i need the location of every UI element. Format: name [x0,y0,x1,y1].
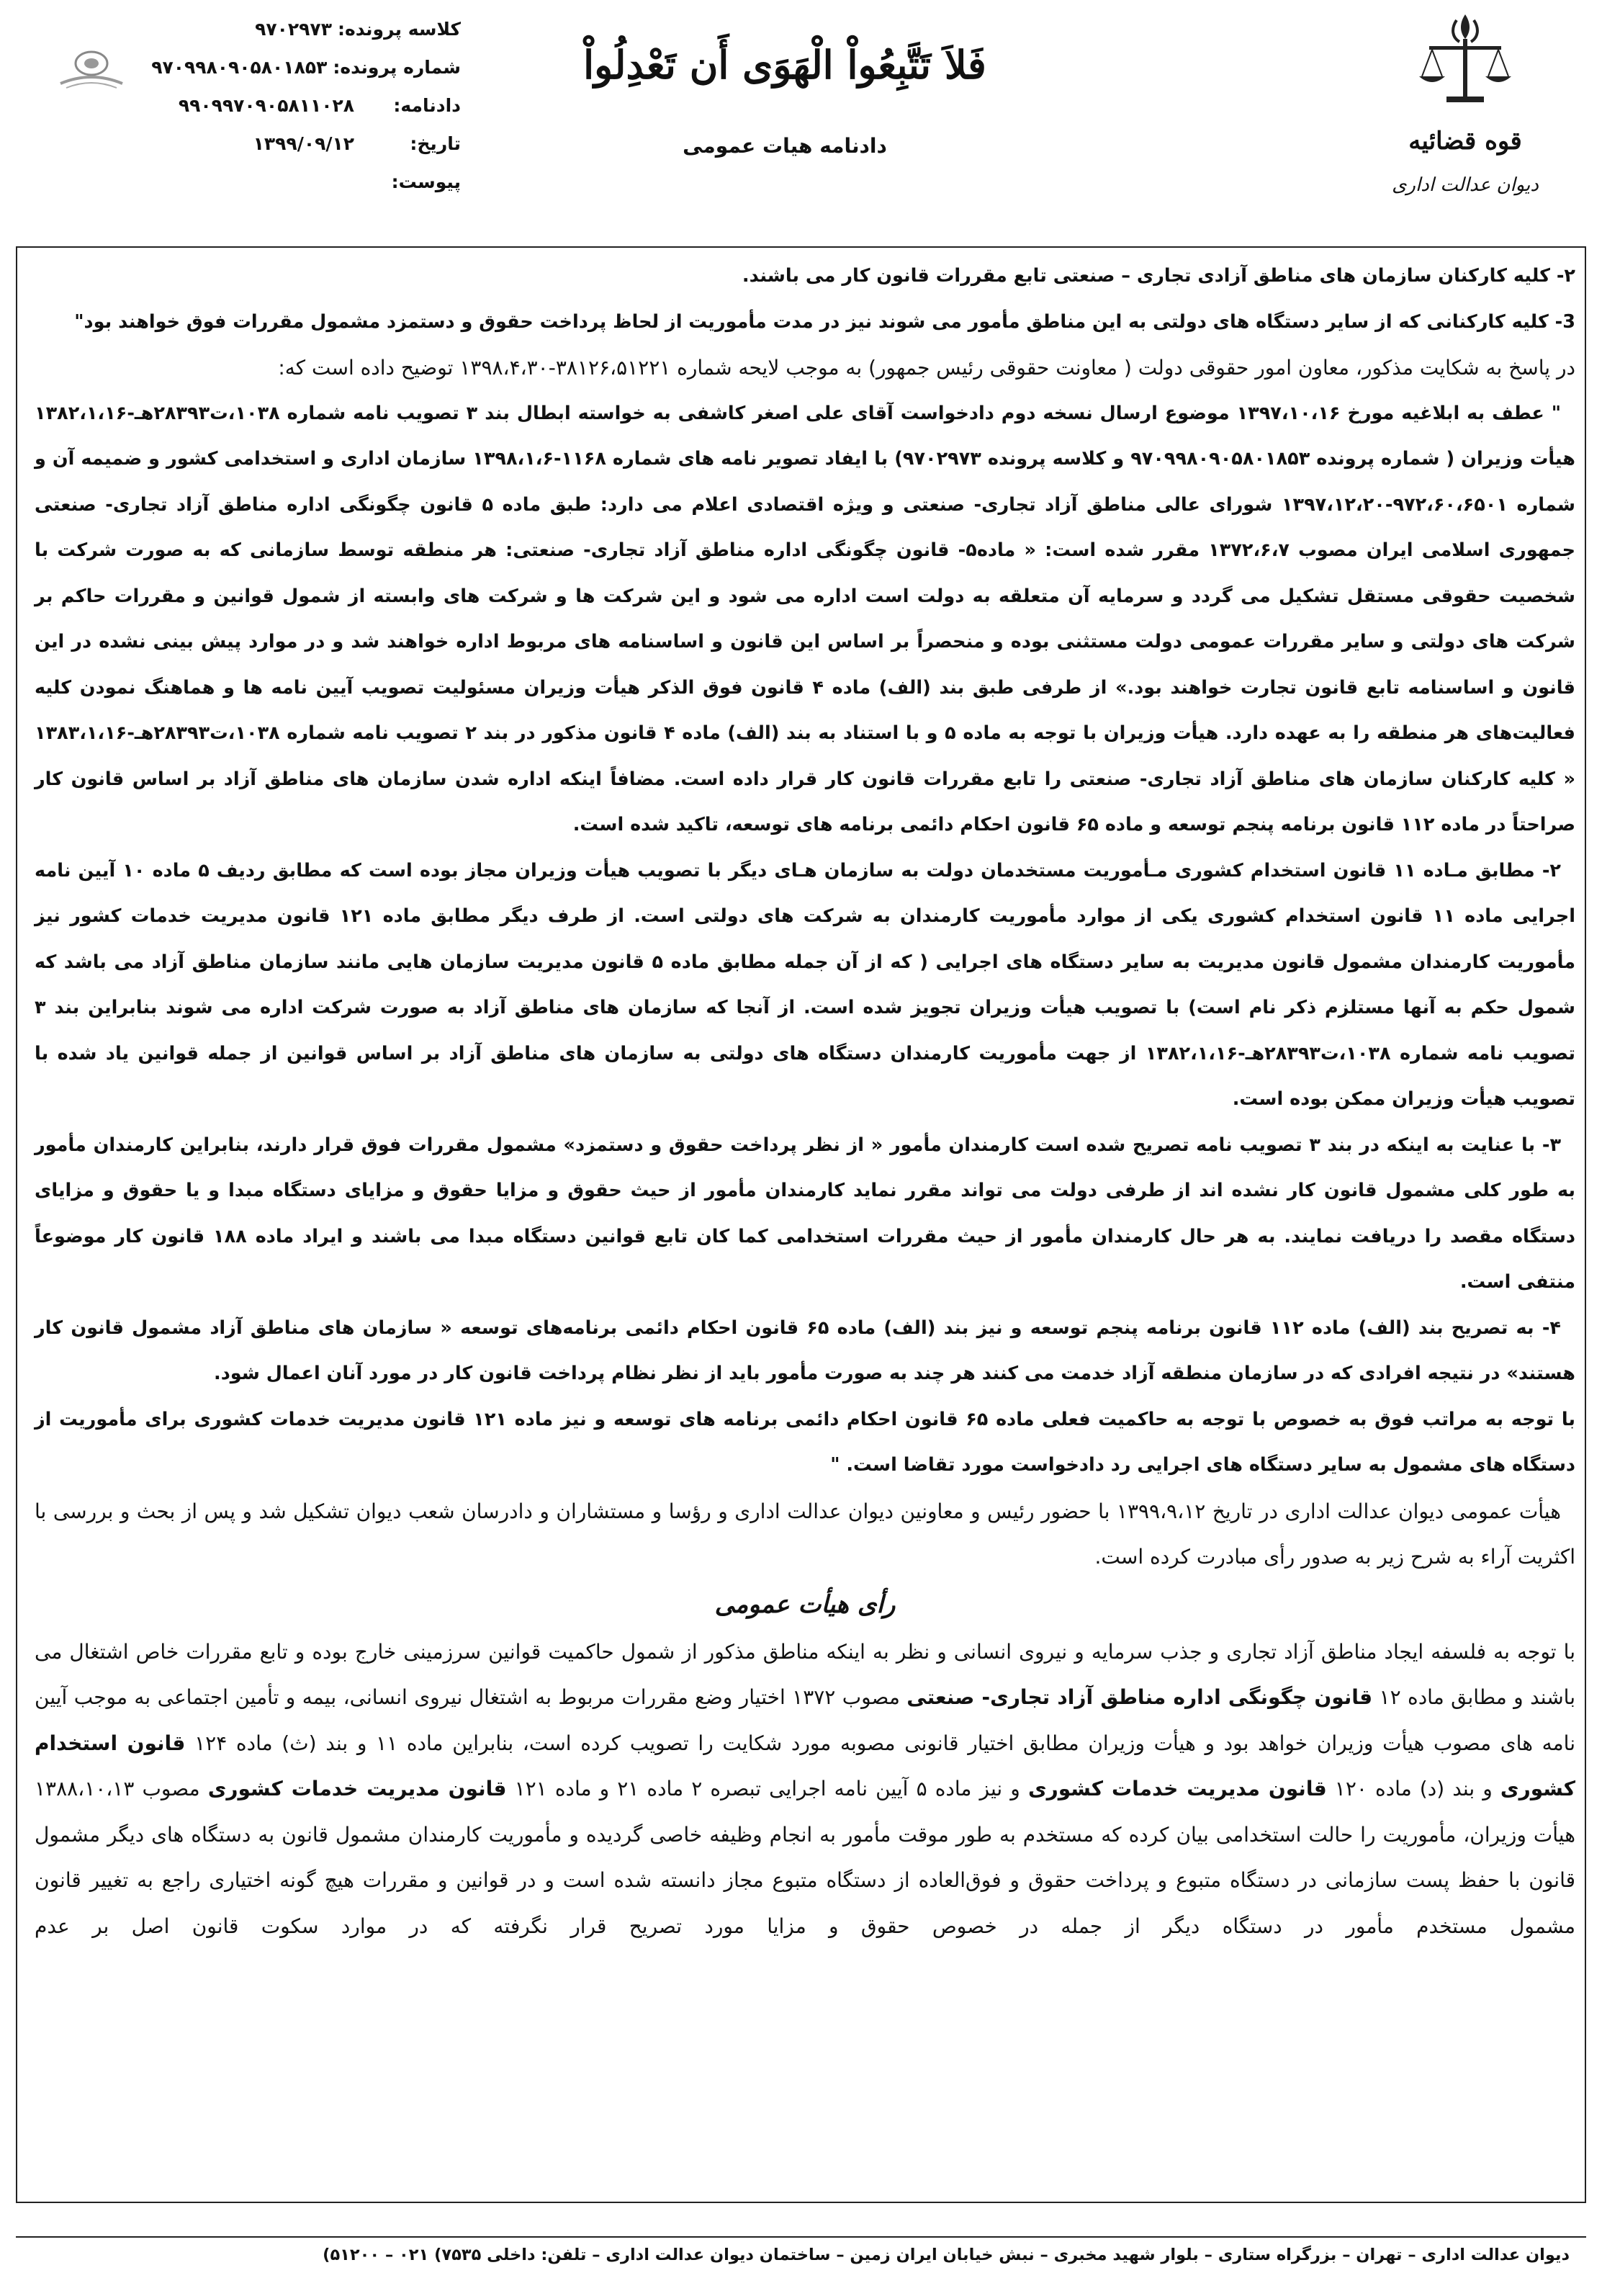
ruling-text [35,1629,1575,1950]
law-name-free-zones: قانون چگونگی اداره مناطق آزاد تجاری- صنعتی [906,1685,1373,1709]
date-row [216,125,461,163]
case-number-value: ۹۷۰۹۹۸۰۹۰۵۸۰۱۸۵۳ [151,57,328,78]
case-class-label: کلاسه پرونده: [337,19,461,40]
case-number-row [151,48,461,86]
response-paragraph-4: ۴- به تصریح بند (الف) ماده ۱۱۲ قانون برنامه پنجم توسعه و نیز بند (الف) ماده ۶۵ قانون احکام دائمی برنامه‌های توسعه « سازمان های مناطق آزاد مشمول قانون کار هستند» در نتیجه افرادی که در سازمان منطقه آزاد خدمت می کنند هر چند به صورت مأمور باید از نظر نظام پرداخت قانون کار در مورد آنان اعمال شود. [35,1317,1575,1384]
judiciary-name: قوه قضائیه [1408,127,1522,156]
case-class-row [216,10,461,48]
verdict-number-label: دادنامه: [393,95,461,116]
response-paragraph-3: ۳- با عنایت به اینکه در بند ۳ تصویب نامه تصریح شده است کارمندان مأمور « از نظر پرداخت حقوق و دستمزد» مشمول مقررات فوق قرار دارند، بنابراین کارمندان مأمور به طور کلی مشمول قانون کار نشده اند از طرفی دولت می تواند مقرر نماید کارمندان مأمور از حیث حقوق و مزایا حقوق و مزایای دستگاه مبدا و یا حقوق و مزایای دستگاه مقصد را دریافت نمایند. به هر حال کارمندان مأمور از حیث مقررات استخدامی کما کان تابع قوانین دستگاه مبدا می باشند و ایراد ماده ۱۸۸ قانون کار موضوعاً منتفی است. [35,1134,1576,1293]
date-value: ۱۳۹۹/۰۹/۱۲ [253,133,354,154]
response-paragraph-1: " عطف به ابلاغیه مورخ ۱۳۹۷،۱۰،۱۶ موضوع ارسال نسخه دوم دادخواست آقای علی اصغر کاشفی به خواسته ابطال بند ۳ تصویب نامه شماره ۱۰۳۸،ت۲۸۳۹۳هـ-۱۳۸۲،۱،۱۶ هیأت وزیران ( شماره پرونده ۹۷۰۹۹۸۰۹۰۵۸۰۱۸۵۳ و کلاسه پرونده ۹۷۰۲۹۷۳) با ایفاد تصویر نامه های شماره ۱۱۶۸-۱۳۹۸،۱،۶ سازمان اداری و استخدامی کشور و ضمیمه آن و شماره ۹۷۲،۶۰،۶۵۰۱-۱۳۹۷،۱۲،۲۰ شورای عالی مناطق آزاد تجاری- صنعتی و ویژه اقتصادی اعلام می دارد: طبق ماده ۵ قانون چگونگی اداره مناطق آزاد تجاری- صنعتی جمهوری اسلامی ایران مصوب ۱۳۷۲،۶،۷ مقرر شده است: « ماده۵- قانون چگونگی اداره مناطق آزاد تجاری- صنعتی: هر منطقه توسط سازمانی که به صورت شرکت با شخصیت حقوقی مستقل تشکیل می گردد و سرمایه آن متعلقه به دولت است اداره می شود و این شرکت ها و شرکت های وابسته از شمول قوانین و مقررات حاکم بر شرکت های دولتی و سایر مقررات عمومی دولت مستثنی بوده و منحصراً بر اساس این قانون و اساسنامه های مربوط اداره خواهند شد و در موارد پیش بینی نشده در این قانون و اساسنامه تابع قانون تجارت خواهند بود.» از طرفی طبق بند (الف) ماده ۴ قانون فوق الذکر هیأت وزیران مسئولیت تصویب آیین نامه ها و هماهنگ نمودن کلیه فعالیت‌های هر منطقه را به عهده دارد. هیأت وزیران با توجه به ماده ۵ و با استناد به بند (الف) ماده ۴ قانون مذکور در بند ۲ تصویب نامه شماره ۱۰۳۸،ت۲۸۳۹۳هـ-۱۳۸۳،۱،۱۶ « کلیه کارکنان سازمان های مناطق آزاد تجاری- صنعتی را تابع مقررات قانون کار قرار داده است. مضافاً اینکه اداره شدن سازمان های مناطق آزاد بر اساس قانون کار صراحتاً در ماده ۱۱۲ قانون برنامه پنجم توسعه و ماده ۶۵ قانون احکام دائمی برنامه های توسعه، تاکید شده است. [35,402,1575,835]
law-name-civil-service: قانون استخدام کشوری [35,1731,1576,1801]
verdict-number-value: ۹۹۰۹۹۷۰۹۰۵۸۱۱۰۲۸ [178,95,354,116]
verdict-number-row [178,86,461,125]
document-type-title: دادنامه هیات عمومی [683,134,887,158]
ruling-text-part: و نیز ماده ۵ آیین نامه اجرایی تبصره ۲ ماده ۲۱ و ماده ۱۲۱ [506,1777,1028,1801]
case-metadata [151,10,461,201]
date-label: تاریخ: [410,133,461,154]
law-name-service-management: قانون مدیریت خدمات کشوری [1027,1777,1327,1801]
case-class-value: ۹۷۰۲۹۷۳ [255,19,332,40]
news-agency-stamp-icon [52,42,131,92]
clause-3: 3- کلیه کارکنانی که از سایر دستگاه های دولتی به این مناطق مأمور می شوند نیز در مدت مأموریت از لحاظ پرداخت حقوق و دستمزد مشمول مقررات فوق خواهند بود" [74,310,1575,333]
government-response-intro: در پاسخ به شکایت مذکور، معاون امور حقوقی دولت ( معاونت حقوقی رئیس جمهور) به موجب لایحه شماره ۳۸۱۲۶،۵۱۲۲۱-۱۳۹۸،۴،۳۰ توضیح داده است که: [278,356,1575,380]
ruling-heading: رأی هیأت عمومی [714,1589,896,1619]
quran-motto: فَلاَ تَتَّبِعُواْ الْهَوَى أَن تَعْدِلُواْ [583,42,986,88]
ruling-text-part: با توجه به فلسفه ایجاد مناطق آزاد تجاری و جذب سرمایه و نیروی انسانی و نظر به اینکه مناطق مذکور از شمول حاکمیت قوانین سرزمینی خارج بوده و تابع مقررات خاص اشتغال می باشند و مطابق ماده ۱۲ [35,1639,1575,1709]
attachment-row [216,163,461,201]
ruling-text-part: مصوب ۱۳۸۸،۱۰،۱۳ هیأت وزیران، مأموریت را حالت استخدامی بیان کرده که مستخدم به طور موقت مأمور به انجام وظیفه خاصی گردیده و مأموریت کارمندان مشمول قانون به دستگاه های دیگر مشمول قانون با حفظ پست سازمانی در دستگاه متبوع و پرداخت حقوق و فوق‌العاده از دستگاه متبوع مجاز دانسته شده است و در قوانین و مقررات هیچ گونه اختیاری راجع به تغییر قانون مشمول مستخدم مأمور در دستگاه دیگر از جمله در خصوص حقوق و مزایا مورد تصریح قرار نگرفته که در موارد سکوت قانون اصل بر عدم [35,1777,1575,1938]
case-number-label: شماره پرونده: [333,57,461,78]
court-name: دیوان عدالت اداری [1392,174,1539,196]
ruling-text-part: و بند (د) ماده ۱۲۰ [1326,1777,1500,1801]
footer-divider [16,2236,1586,2238]
session-statement: هیأت عمومی دیوان عدالت اداری در تاریخ ۱۳۹۹،۹،۱۲ با حضور رئیس و معاونین دیوان عدالت اداری و رؤسا و مستشاران و دادرسان شعب دیوان تشکیل شد و پس از بحث و بررسی با اکثریت آراء به شرح زیر به صدور رأی مبادرت کرده است. [35,1499,1575,1569]
response-conclusion: با توجه به مراتب فوق به خصوص با توجه به حاکمیت فعلی ماده ۶۵ قانون احکام دائمی برنامه های توسعه و نیز ماده ۱۲۱ قانون مدیریت خدمات کشوری برای مأموریت از دستگاه های مشمول به سایر دستگاه های اجرایی رد دادخواست مورد تقاضا است. " [35,1408,1575,1476]
document-body [35,254,1575,1949]
ruling-text-part: مصوب ۱۳۷۲ اختیار وضع مقررات مربوط به اشتغال نیروی انسانی، بیمه و تأمین اجتماعی به موجب آیین نامه های مصوب هیأت وزیران خواهد بود و هیأت وزیران مطابق اختیار قانونی مصوبه مورد شکایت را تصویب کرده است، بنابراین ماده ۱۱ و بند (ث) ماده ۱۲۴ [35,1685,1575,1755]
law-name-service-management: قانون مدیریت خدمات کشوری [207,1777,507,1801]
clause-2: ۲- کلیه کارکنان سازمان های مناطق آزادی تجاری – صنعتی تابع مقررات قانون کار می باشند. [742,265,1575,287]
footer-address: دیوان عدالت اداری – تهران – بزرگراه ستاری – بلوار شهید مخبری – نبش خیابان ایران زمین – ساختمان دیوان عدالت اداری – تلفن: داخلی ۷۵۳۵) ۰۲۱ – ۵۱۲۰۰) [323,2246,1570,2264]
response-paragraph-2: ۲- مطابق مـاده ۱۱ قانون استخدام کشوری مـأموریت مستخدمان دولت به سازمان هـای دیگر با تصویب هیأت وزیران مجاز بوده است که مطابق ردیف ۵ ماده ۱۰ آیین نامه اجرایی ماده ۱۱ قانون استخدام کشوری یکی از موارد مأموریت کارمندان به شرکت های دولتی است. از طرف دیگر مطابق ماده ۱۲۱ قانون مدیریت خدمات کشور نیز مأموریت کارمندان مشمول قانون مدیریت به سایر دستگاه های اجرایی ( که از آن جمله مطابق ماده ۵ قانون مدیریت سازمان هایی مانند سازمان مناطق آزاد می باشد که شمول حکم به آنها مستلزم ذکر نام است) با تصویب هیأت وزیران تجویز شده است. از آنجا که سازمان های مناطق آزاد به صورت شرکت اداره می شوند بنابراین بند ۳ تصویب نامه شماره ۱۰۳۸،ت۲۸۳۹۳هـ-۱۳۸۲،۱،۱۶ از جهت مأموریت کارمندان دستگاه های دولتی به سازمان های مناطق آزاد بر اساس قوانین از جمله قوانین یاد شده با تصویب هیأت وزیران ممکن بوده است. [35,859,1576,1110]
attachment-label: پیوست: [391,171,461,192]
scales-of-justice-emblem-icon [1415,10,1516,111]
